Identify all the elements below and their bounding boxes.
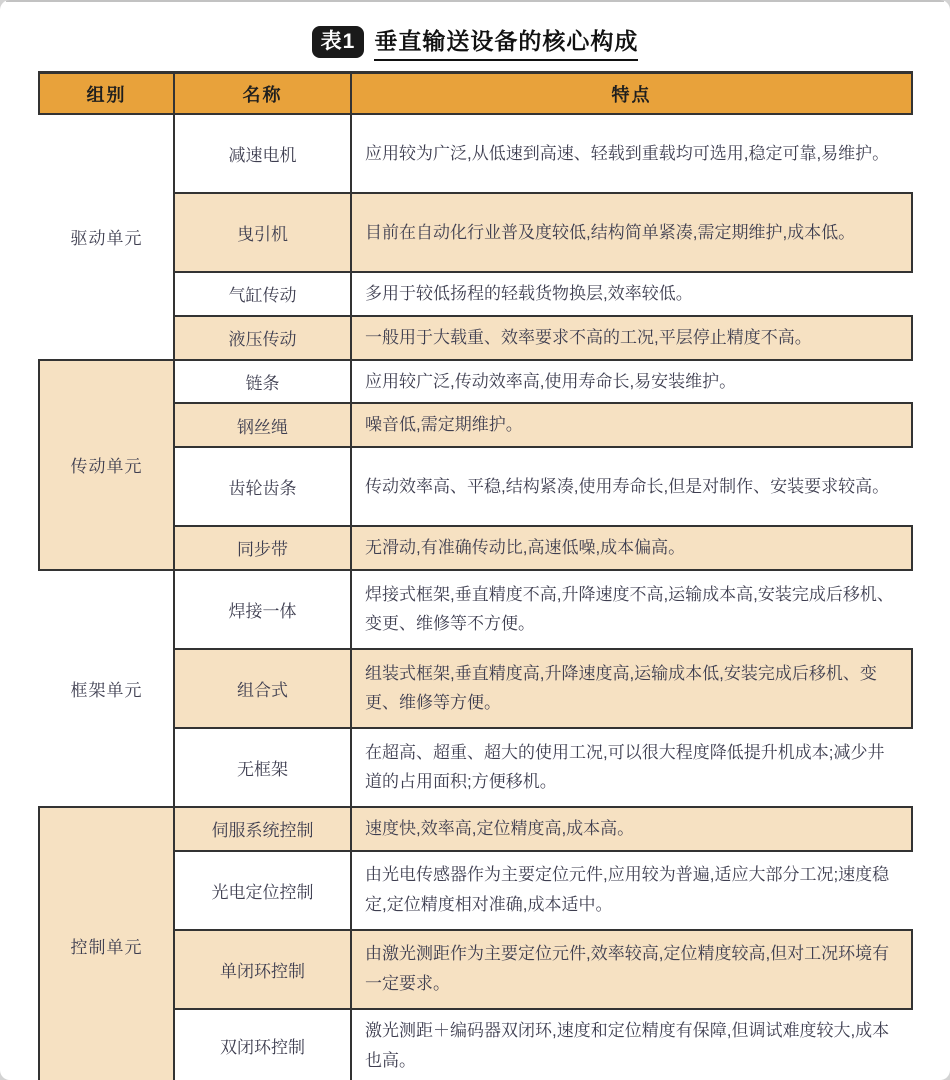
feature-cell: 由激光测距作为主要定位元件,效率较高,定位精度较高,但对工况环境有一定要求。 [351,930,912,1009]
feature-cell: 目前在自动化行业普及度较低,结构简单紧凑,需定期维护,成本低。 [351,193,912,272]
name-cell: 齿轮齿条 [174,447,351,526]
name-cell: 减速电机 [174,114,351,193]
feature-cell: 无滑动,有准确传动比,高速低噪,成本偏高。 [351,526,912,570]
group-cell-frame: 框架单元 [39,570,174,807]
name-cell: 组合式 [174,649,351,728]
name-cell: 液压传动 [174,316,351,360]
name-cell: 无框架 [174,728,351,807]
page-title: 垂直输送设备的核心构成 [374,23,638,61]
feature-cell: 多用于较低扬程的轻载货物换层,效率较低。 [351,272,912,316]
title-badge: 表1 [312,26,365,58]
column-header-group: 组别 [39,73,174,115]
feature-cell: 组装式框架,垂直精度高,升降速度高,运输成本低,安装完成后移机、变更、维修等方便。 [351,649,912,728]
column-header-feature: 特点 [351,73,912,115]
title-bar [0,0,950,71]
name-cell: 光电定位控制 [174,851,351,930]
feature-cell: 速度快,效率高,定位精度高,成本高。 [351,807,912,851]
name-cell: 链条 [174,360,351,404]
group-cell-drive: 驱动单元 [39,114,174,360]
feature-cell: 焊接式框架,垂直精度不高,升降速度不高,运输成本高,安装完成后移机、变更、维修等不方便。 [351,570,912,649]
feature-cell: 应用较为广泛,从低速到高速、轻载到重载均可选用,稳定可靠,易维护。 [351,114,912,193]
feature-cell: 传动效率高、平稳,结构紧凑,使用寿命长,但是对制作、安装要求较高。 [351,447,912,526]
core-composition-table [38,71,913,1080]
name-cell: 伺服系统控制 [174,807,351,851]
name-cell: 气缸传动 [174,272,351,316]
header-row [39,73,912,115]
name-cell: 单闭环控制 [174,930,351,1009]
name-cell: 焊接一体 [174,570,351,649]
feature-cell: 一般用于大载重、效率要求不高的工况,平层停止精度不高。 [351,316,912,360]
table-row [39,360,912,404]
column-header-name: 名称 [174,73,351,115]
feature-cell: 激光测距＋编码器双闭环,速度和定位精度有保障,但调试难度较大,成本也高。 [351,1009,912,1080]
group-cell-transmission: 传动单元 [39,360,174,570]
feature-cell: 应用较广泛,传动效率高,使用寿命长,易安装维护。 [351,360,912,404]
table-row [39,570,912,649]
table-row [39,807,912,851]
feature-cell: 在超高、超重、超大的使用工况,可以很大程度降低提升机成本;减少井道的占用面积;方便移机。 [351,728,912,807]
table-row [39,114,912,193]
name-cell: 同步带 [174,526,351,570]
name-cell: 曳引机 [174,193,351,272]
feature-cell: 噪音低,需定期维护。 [351,403,912,447]
name-cell: 钢丝绳 [174,403,351,447]
top-edge-line [6,0,944,2]
group-cell-control: 控制单元 [39,807,174,1080]
feature-cell: 由光电传感器作为主要定位元件,应用较为普遍,适应大部分工况;速度稳定,定位精度相对准确,成本适中。 [351,851,912,930]
name-cell: 双闭环控制 [174,1009,351,1080]
